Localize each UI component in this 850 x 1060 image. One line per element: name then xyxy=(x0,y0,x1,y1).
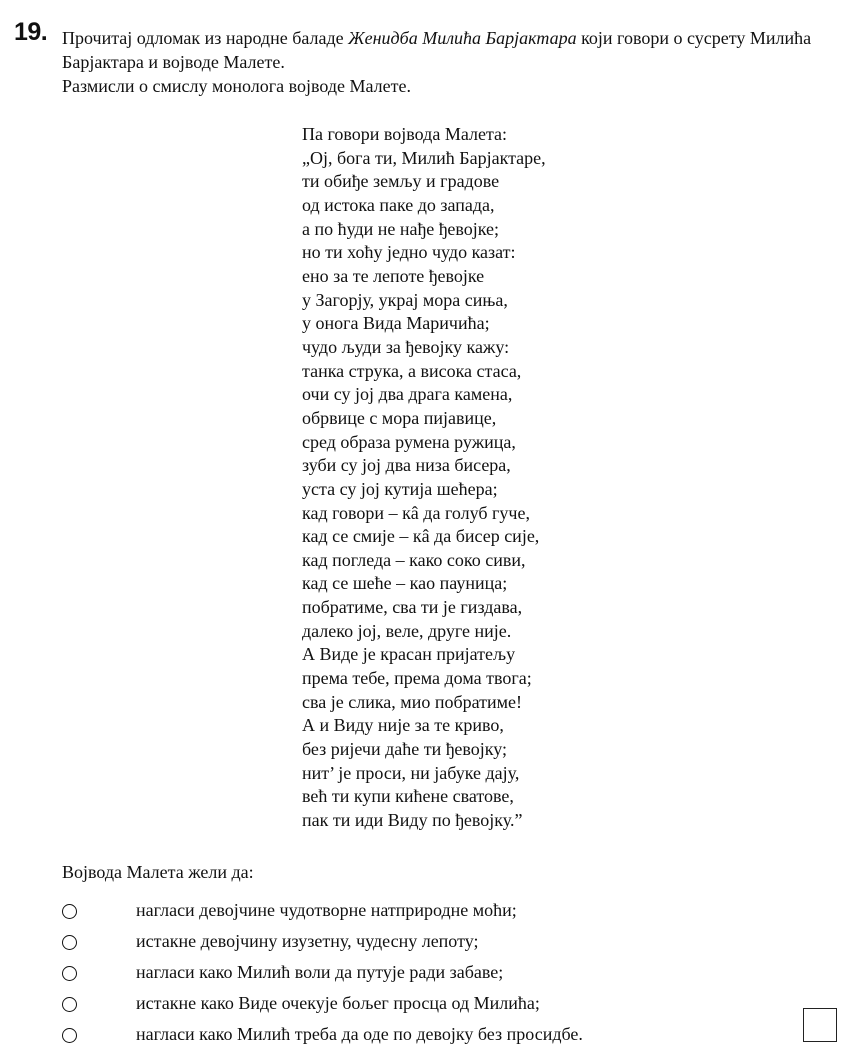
poem-line: ти обиђе земљу и градове xyxy=(302,171,500,192)
poem-line: чудо људи за ђевојку кажу: xyxy=(302,336,510,357)
intro-text: Прочитај одломак из народне баладе xyxy=(62,28,349,48)
question-stem: Војвода Малета жели да: xyxy=(62,862,254,882)
poem-line: ено за те лепоте ђевојке xyxy=(302,265,485,286)
score-box xyxy=(803,1008,837,1042)
poem-line: према тебе, према дома твога; xyxy=(302,668,532,689)
radio-button[interactable] xyxy=(62,997,77,1012)
poem-line: већ ти купи кићене сватове, xyxy=(302,786,514,807)
poem-line: очи су јој два драга камена, xyxy=(302,384,513,405)
poem-line: танка струка, а висока стаса, xyxy=(302,360,522,381)
poem-line: кад се смије – кâ да бисер сије, xyxy=(302,526,540,547)
radio-button[interactable] xyxy=(62,935,77,950)
poem-line: А и Виду није за те криво, xyxy=(302,715,504,736)
poem-line: нит’ је проси, ни јабуке дају, xyxy=(302,762,520,783)
poem-line: сва је слика, мио побратиме! xyxy=(302,691,523,712)
intro-instruction: Размисли о смислу монолога војводе Малете. xyxy=(62,76,411,96)
intro-text-continued: који говори о сусрету Милића Барјактара и војводе Малете. xyxy=(62,28,812,72)
question-number: 19. xyxy=(14,18,48,46)
radio-button[interactable] xyxy=(62,1028,77,1043)
poem-line: кад се шеће – као пауница; xyxy=(302,573,508,594)
answer-option-1[interactable] xyxy=(0,898,780,926)
poem-line: обрвице с мора пијавице, xyxy=(302,407,497,428)
poem-line: у Загорју, украј мора сиња, xyxy=(302,289,508,310)
poem-excerpt xyxy=(302,123,546,833)
poem-line: Па говори војвода Малета: xyxy=(302,124,508,144)
poem-line: побратиме, сва ти је гиздава, xyxy=(302,597,523,618)
poem-line: кад погледа – како соко сиви, xyxy=(302,549,526,570)
poem-line: „Ој, бога ти, Милић Барјактаре, xyxy=(302,147,546,168)
poem-line: пак ти иди Виду по ђевојку.” xyxy=(302,810,523,831)
option-label: нагласи девојчине чудотворне натприродне моћи; xyxy=(136,900,517,920)
option-label: нагласи како Милић воли да путује ради забаве; xyxy=(136,962,504,982)
poem-line: но ти хоћу једно чудо казат: xyxy=(302,242,516,263)
option-label: истакне девојчину изузетну, чудесну лепоту; xyxy=(136,931,479,951)
option-label: нагласи како Милић треба да оде по девојку без просидбе. xyxy=(136,1024,583,1044)
poem-line: зуби су јој два низа бисера, xyxy=(302,455,511,476)
answer-option-2[interactable] xyxy=(0,929,780,957)
poem-line: уста су јој кутија шећера; xyxy=(302,478,498,499)
poem-line: од истока паке до запада, xyxy=(302,194,495,215)
answer-option-4[interactable] xyxy=(0,991,780,1019)
poem-line: А Виде је красан пријатељу xyxy=(302,644,516,665)
poem-line: кад говори – кâ да голуб гуче, xyxy=(302,502,530,523)
poem-line: у онога Вида Маричића; xyxy=(302,313,490,334)
radio-button[interactable] xyxy=(62,904,77,919)
option-label: истакне како Виде очекује бољег просца од Милића; xyxy=(136,993,540,1013)
poem-line: далеко јој, веле, друге није. xyxy=(302,620,512,641)
ballad-title: Женидба Милића Барјактара xyxy=(348,28,577,48)
answer-option-5[interactable] xyxy=(0,1022,780,1050)
poem-line: сред образа румена ружица, xyxy=(302,431,516,452)
poem-line: без ријечи даће ти ђевојку; xyxy=(302,739,508,760)
intro-paragraph xyxy=(62,26,847,74)
poem-line: а по ћуди не нађе ђевојке; xyxy=(302,218,500,239)
answer-option-3[interactable] xyxy=(0,960,780,988)
radio-button[interactable] xyxy=(62,966,77,981)
question-intro xyxy=(62,26,847,98)
